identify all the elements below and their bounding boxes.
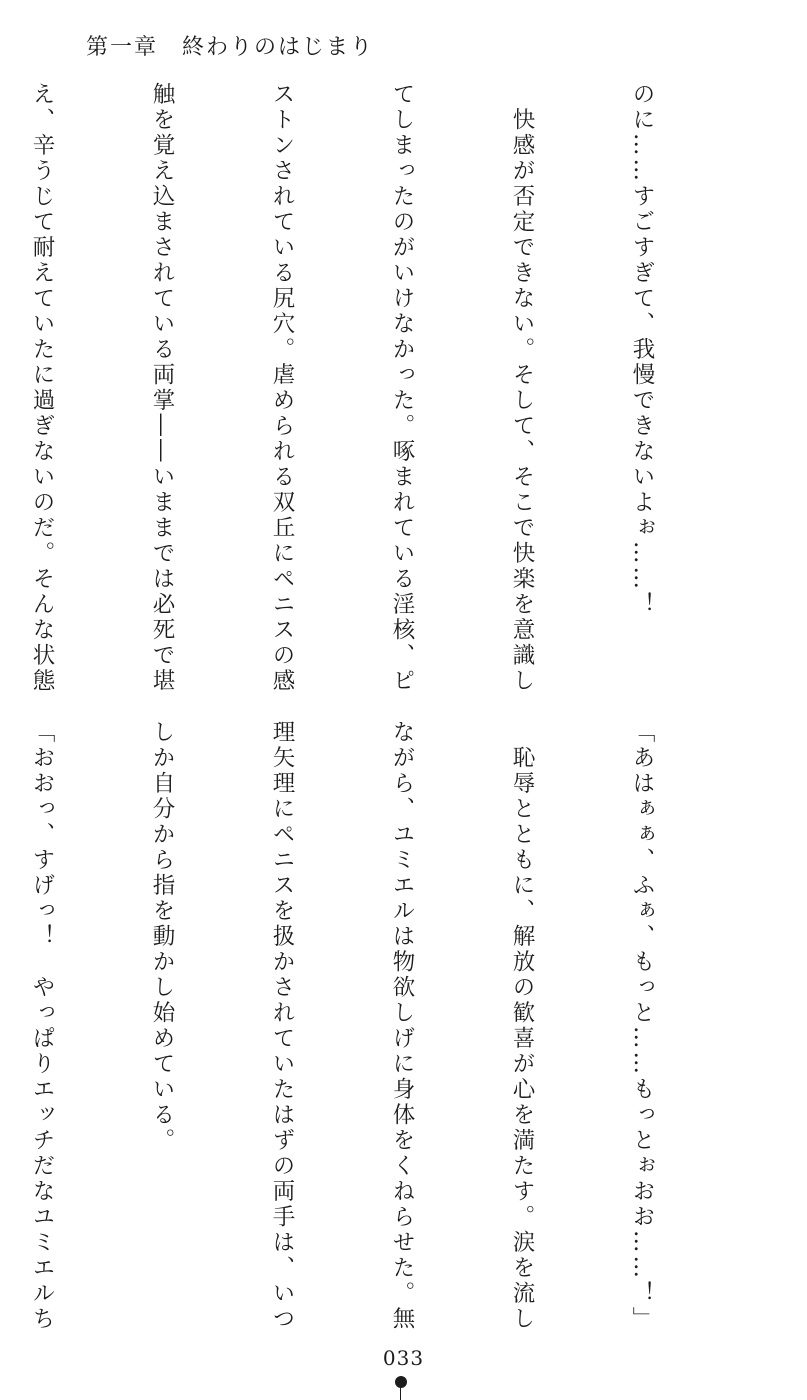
page-marker-dot: [395, 1376, 407, 1388]
page-marker-line: [400, 1388, 401, 1400]
page-number: 033: [382, 1346, 425, 1370]
text-column: ストンされている尻穴。虐められる双丘にペニスの感: [269, 82, 295, 694]
text-column: 理矢理にペニスを扱かされていたはずの両手は、いつ: [269, 720, 295, 1332]
text-column: 「おおっ、すげっ！ やっぱりエッチだなユミエルち: [29, 720, 55, 1332]
text-column: のに……すごすぎて、我慢できないよぉ……！: [629, 82, 655, 618]
text-column: え、辛うじて耐えていたに過ぎないのだ。そんな状態: [29, 82, 55, 694]
text-column: 快感が否定できない。そして、そこで快楽を意識し: [509, 82, 535, 694]
text-column: 恥辱とともに、解放の歓喜が心を満たす。涙を流し: [509, 720, 535, 1332]
text-column: しか自分から指を動かし始めている。: [149, 720, 175, 1154]
running-header: 第一章 終わりのはじまり: [86, 35, 375, 60]
lower-text-block: [29, 720, 742, 1332]
text-column: 触を覚え込まされている両掌――いままでは必死で堪: [149, 82, 175, 694]
upper-text-block: [29, 82, 742, 694]
text-column: てしまったのがいけなかった。啄まれている淫核、ピ: [389, 82, 415, 694]
text-column: 「あはぁぁ、ふぁ、もっと……もっとぉおお……！」: [629, 720, 655, 1332]
text-column: ながら、ユミエルは物欲しげに身体をくねらせた。無: [389, 720, 415, 1332]
